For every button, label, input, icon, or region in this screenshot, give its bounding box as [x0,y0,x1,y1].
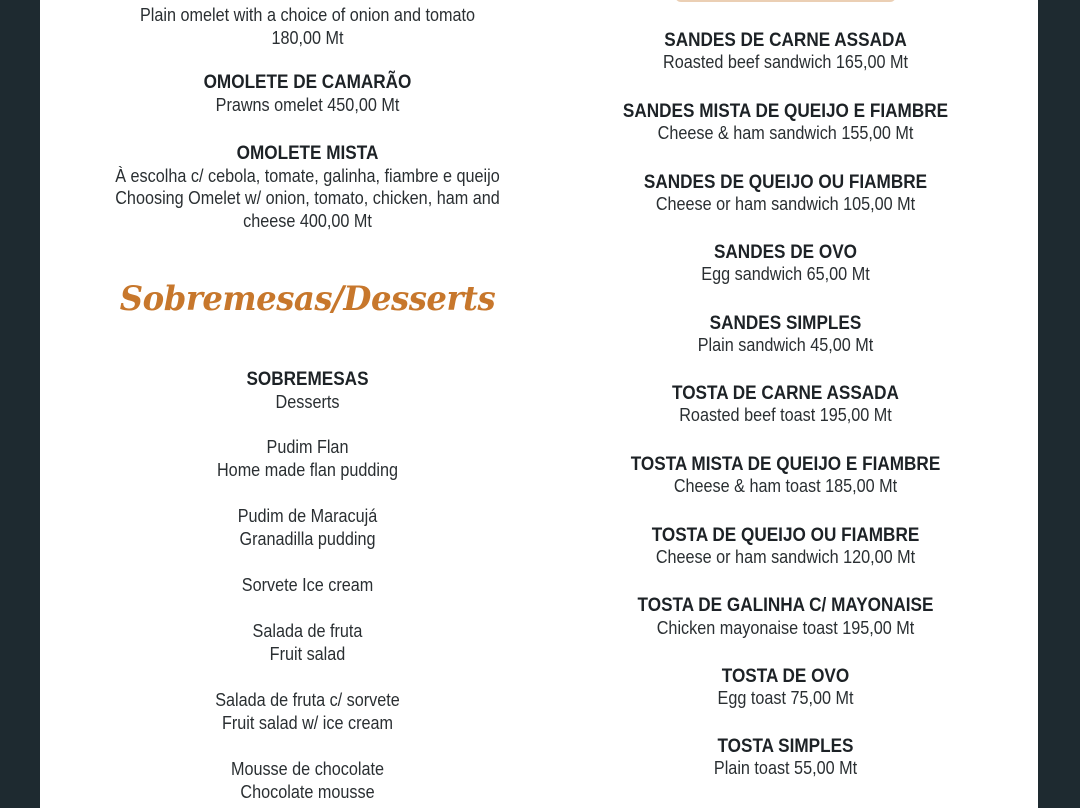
prawn-omelet-desc: Prawns omelet 450,00 Mt [215,95,400,115]
mixed-omelet-line: cheese 400,00 Mt [243,211,372,231]
desserts-subtitle: Desserts [275,392,340,412]
toast-title: TOSTA DE QUEIJO OU FIAMBRE [651,524,920,546]
dessert-item-pt: Pudim Flan [266,437,349,457]
mixed-omelet-line: Choosing Omelet w/ onion, tomato, chicken, ham and [115,188,500,208]
desserts-title: SOBREMESAS [246,368,369,390]
dessert-item-pt: Sorvete Ice cream [241,575,374,595]
toast-title: TOSTA DE GALINHA C/ MAYONAISE [637,594,934,616]
toast-desc: Roasted beef toast 195,00 Mt [679,405,892,425]
cut-off-heading [675,0,896,2]
dessert-item-pt: Pudim de Maracujá [237,506,378,526]
dessert-item-pt: Salada de fruta [252,621,363,641]
sandwich-desc: Egg sandwich 65,00 Mt [701,264,870,284]
sandwich-desc: Cheese & ham sandwich 155,00 Mt [657,123,914,143]
sandwich-title: SANDES MISTA DE QUEIJO E FIAMBRE [622,100,949,122]
sandwich-desc: Cheese or ham sandwich 105,00 Mt [655,194,916,214]
dessert-item-en: Home made flan pudding [216,460,399,480]
toast-desc: Cheese & ham toast 185,00 Mt [673,476,898,496]
dessert-item-pt: Salada de fruta c/ sorvete [215,690,400,710]
mixed-omelet-line: À escolha c/ cebola, tomate, galinha, fiambre e queijo [115,166,500,186]
sandwich-desc: Roasted beef sandwich 165,00 Mt [663,52,908,72]
sandwich-title: SANDES DE QUEIJO OU FIAMBRE [643,171,928,193]
toast-desc: Plain toast 55,00 Mt [713,758,858,778]
toast-desc: Cheese or ham sandwich 120,00 Mt [655,547,916,567]
plain-omelet-desc: Plain omelet with a choice of onion and tomato [139,5,475,25]
dessert-item-en: Fruit salad [269,644,346,664]
toast-title: TOSTA MISTA DE QUEIJO E FIAMBRE [630,453,941,475]
toast-desc: Egg toast 75,00 Mt [717,688,854,708]
sandwich-desc: Plain sandwich 45,00 Mt [697,335,874,355]
sandwich-title: SANDES SIMPLES [709,312,862,334]
dessert-item-en: Granadilla pudding [239,529,376,549]
desserts-heading: Sobremesas/Desserts [119,279,496,319]
dessert-item-en: Fruit salad w/ ice cream [221,713,394,733]
mixed-omelet-title: OMOLETE MISTA [236,142,379,164]
prawn-omelet-title: OMOLETE DE CAMARÃO [203,71,412,93]
sandwich-title: SANDES DE OVO [713,241,858,263]
toast-desc: Chicken mayonaise toast 195,00 Mt [656,618,915,638]
dessert-item-en: Chocolate mousse [240,782,375,802]
toast-title: TOSTA DE OVO [721,665,850,687]
sandwich-title: SANDES DE CARNE ASSADA [664,29,907,51]
dessert-item-pt: Mousse de chocolate [230,759,385,779]
plain-omelet-price: 180,00 Mt [271,28,344,48]
toast-title: TOSTA SIMPLES [717,735,854,757]
toast-title: TOSTA DE CARNE ASSADA [672,382,899,404]
menu-page [40,0,1038,808]
